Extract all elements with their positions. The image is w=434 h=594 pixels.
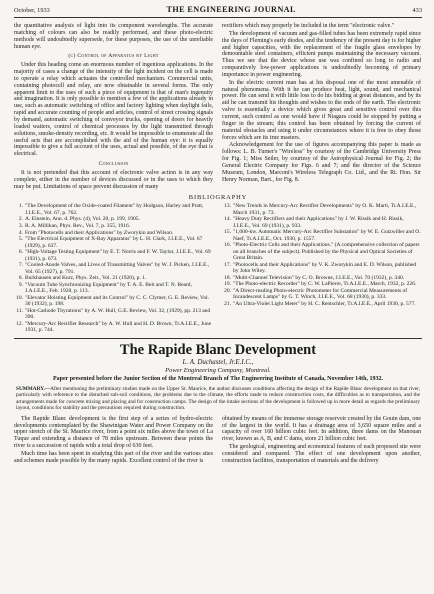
bibliography-right-column xyxy=(222,203,421,333)
bibliography-number: 5. xyxy=(18,236,23,243)
summary-text: After mentioning the preliminary studies made on the Upper St. Maurice, the author discusses conditions affecting the design of the Rapide Blanc development on that river, particularly with reference to the disturbed sub-soil conditions, the problems due to the climate, the efforts made to reduce construction costs, the difficulties as to transportation, and the arrangements made for concrete mixing and placing and for construction camps. The design of the intake sections of the development is followed up in more detail as regards the preliminary layout, conditions for stability and the precautions required during construction. xyxy=(16,386,420,411)
bibliography-text: "Mercury-Arc Rectifier Research" by A. W. Hull and H. D. Brown, Tr.A.I.E.E., June 1931, p. 744. xyxy=(25,320,212,334)
bibliography-number: 8. xyxy=(18,275,23,282)
article-title: The Rapide Blanc Development xyxy=(119,341,317,358)
bibliography-number: 3. xyxy=(18,223,23,230)
bibliography-text: "Heavy Duty Rectifiers and their Applications" by J. W. Rissik and H. Rissik, J.I.E.E., Vol. 69 (1931), p. 933. xyxy=(233,216,404,229)
paragraph: rectifiers which may properly be included in the term "electronic valve." xyxy=(222,23,395,29)
bibliography-number: 16. xyxy=(224,242,231,249)
paragraph: obtained by means of the immense storage reservoir created by the Gouin dam, one of the largest in the world. It has a drainage area of 3,650 square miles and a capacity of over 160 billion cubic feet. In addition, three dams on the Manouan river, known as A, B, and C dams, store 21 billion cubic feet. xyxy=(222,415,421,443)
header-date: October, 1933 xyxy=(14,7,50,14)
upper-columns xyxy=(14,23,422,191)
bibliography-entry xyxy=(222,203,421,216)
bibliography-entry xyxy=(222,281,421,287)
bibliography-text: From "Photocells and their Applications" by Zworykin and Wilson. xyxy=(25,229,174,236)
bibliography-entry xyxy=(222,229,421,242)
page-number: 433 xyxy=(412,7,422,14)
page-header xyxy=(14,6,422,18)
bibliography-text: "A Direct-reading Photo-electric Photometer for Commercial Measurements of Incandescent Lamps" by G. T. Winch, J.I.E.E., Vol. 68 (1930), p. 333. xyxy=(233,287,408,301)
paragraph: Under this heading come an enormous number of ingenious applications. In the majority of cases a change of the intensity of the light incident on the cell is made to operate a relay which actuates the controlled mechanism. Commercial units, containing photocell and relay, are now obtainable in several forms. The only apparent limit to the uses of such a piece of equipment is that of man's ingenuity and imagination. It is only possible to mention a few of the applications already in use, such as automatic switching of office and factory lighting when daylight fails, rapid and accurate counting of people and articles, control of street crossing signals by demand, automatic switching of conveyor trucks, opening of doors for heavily loaded waiters, control of chemical processes by the light transmitted through solutions, smoke-density recording, etc. It would be impossible to enumerate all the useful acts that are accomplished with the aid of the human eye: it is equally impossible to give a full account of the uses, actual and possible, of the eye that is electrical. xyxy=(14,62,213,158)
bibliography-entry xyxy=(14,236,213,249)
divider xyxy=(14,338,422,339)
bibliography-left-column xyxy=(14,203,213,333)
paragraph: In the electric current man has at his disposal one of the most amenable of natural phenomena. With it he can produce heat, light, sound, and mechanical power. He can send it with little loss to do his bidding at great distances, and by its aid he can transmit his thoughts and wishes to the ends of the earth. The electronic valve is essentially a device which gives great and sensitive control over this current, such control as one would have if Niagara could be stopped by putting a finger in the stream; this control has been obtained by forcing the current of material obstacles and using it under circumstances where it is free to obey those forces which are its true masters. xyxy=(222,79,421,141)
bibliography-text: "The Electrical Equipment of X-Ray Apparatus" by L. H. Clark, J.I.E.E., Vol. 67 (1929), p. 637. xyxy=(25,236,203,249)
bibliography-number: 14. xyxy=(224,216,231,223)
upper-left-column xyxy=(14,23,213,191)
bibliography-number: 7. xyxy=(18,262,23,269)
bibliography-number: 4. xyxy=(18,229,23,236)
bibliography-number: 1. xyxy=(18,203,23,210)
bibliography-text: "Photo-Electric Cells and their Applications." (A comprehensive collection of papers on all branches of the subject). Published by the Physical and Optical Societies of Great Britain. xyxy=(233,242,420,262)
bibliography-text: "Elevator Hoisting Equipment and its Control" by C. C. Clymer, G. E. Review, Vol. 30 (1932), p. 198. xyxy=(25,294,209,308)
bibliography-entry xyxy=(14,295,213,308)
bibliography-number: 9. xyxy=(18,281,23,288)
bibliography-text: "New Trends in Mercury-Arc Rectifier Developments" by O. K. Marti, Tr.A.I.E.E., March 1931, p. 73. xyxy=(233,203,417,216)
bibliography-text: "The Development of the Oxide-coated Filament" by Hodgson, Harley and Pratt, J.I.E.E., Vol. 67, p. 762. xyxy=(25,203,204,216)
article-right-column xyxy=(222,416,421,466)
section-heading: (c) Control of Apparatus by Light xyxy=(68,53,159,60)
paragraph: Much time has been spent in studying this part of the river and the various sites and schemes made possible by the many rapids. Excellent control of the river is xyxy=(14,450,213,464)
bibliography-number: 20. xyxy=(224,287,231,294)
bibliography-text: "High-Voltage Testing Equipment" by E. T. Norris and F. W. Taylor, J.I.E.E., Vol. 69 (1931), p. 673. xyxy=(25,249,211,262)
bibliography-text: "1,000-kw. Automatic Mercury-Arc Rectifier Substation" by W. E. Gutzwiller and O. Naef, Tr.A.I.E.E., Oct. 1930, p. 1557. xyxy=(233,229,421,242)
bibliography-text: "An Ultra-Violet Light Meter" by H. C. Rentschler, Tr.A.I.E.E., April 1930, p. 577. xyxy=(233,300,416,307)
bibliography-text: "Vacuum Tube Synchronizing Equipment" by T. A. E. Belt and T. N. Beard, J.A.I.E.E., Feb. 1928, p. 113. xyxy=(25,281,192,295)
bibliography-entry xyxy=(222,216,421,229)
bibliography-entry xyxy=(14,249,213,262)
bibliography-entry xyxy=(14,203,213,216)
bibliography-number: 19. xyxy=(224,281,231,288)
paragraph: the quantitative analysis of light into its component wavelengths. The accurate matching of colours can also be readily performed, and these photo-electric methods will undoubtedly supersede, for these purposes, the use of the unreliable human eye. xyxy=(14,23,213,50)
bibliography-number: 12. xyxy=(16,320,23,327)
conclusion-heading: Conclusion xyxy=(98,161,129,168)
bibliography-number: 10. xyxy=(16,294,23,301)
bibliography xyxy=(14,203,422,333)
bibliography-title: BIBLIOGRAPHY xyxy=(188,194,248,202)
bibliography-number: 21. xyxy=(224,300,231,307)
bibliography-entry xyxy=(14,275,213,281)
bibliography-number: 17. xyxy=(224,261,231,268)
bibliography-entry xyxy=(14,282,213,295)
summary-lead: SUMMARY.— xyxy=(16,386,51,393)
bibliography-entry xyxy=(222,242,421,261)
bibliography-entry xyxy=(14,216,213,222)
bibliography-text: R. A. Millikan, Phys. Rev., Vol. 7, p. 355, 1916. xyxy=(25,223,131,230)
bibliography-text: "Hot-Cathode Thyratrons" by A. W. Hull, G.E. Review, Vol. 32, (1929), pp. 213 and 390. xyxy=(25,307,211,321)
paragraph: The geological, engineering and economical features of each proposed site were considered and compared. The effect of one development upon another, construction facilities, transportation of materials and the delivery xyxy=(222,444,421,464)
bibliography-number: 18. xyxy=(224,274,231,281)
presentation-note: Paper presented before the Junior Section of the Montreal Branch of The Engineering Institute of Canada, November 14th, 1932. xyxy=(52,376,384,383)
article-author: L. A. Duchastel, Jr.E.I.C., xyxy=(182,358,254,366)
bibliography-entry xyxy=(14,308,213,321)
bibliography-number: 15. xyxy=(224,229,231,236)
bibliography-entry xyxy=(14,262,213,275)
upper-right-column xyxy=(222,23,421,191)
bibliography-number: 2. xyxy=(18,216,23,223)
bibliography-entry xyxy=(222,301,421,307)
bibliography-entry xyxy=(222,262,421,275)
journal-title: THE ENGINEERING JOURNAL xyxy=(166,5,296,14)
article-columns xyxy=(14,416,422,466)
paragraph: Acknowledgement for the use of figures accompanying this paper is made as follows: L. B. Turner's "Wireless" by courtesy of the Cambridge University Press for Fig. 1; Miss Seiler, by courtesy of the Astrophysical Journal for Fig. 2; the General Electric Company for Figs. 6 and 7; and the director of the Science Museum, London, Marconi's Wireless Telegraph Co. Ltd., and the Rt. Hon. Sir Henry Norman, Bart., for Fig. 8. xyxy=(222,142,421,183)
paragraph: The development of vacuum and gas-filled tubes has been extremely rapid since the days of Fleming's early diodes, and the tendency of the present day is for higher and higher capacities, with the replacement of the fragile glass envelopes by demountable steel containers, efficient pumps maintaining the necessary vacuum. Thus we see that the device whose use was confined so long to radio and comparatively low-power applications is undoubtedly becoming of primary importance in power engineering. xyxy=(222,30,421,78)
bibliography-entry xyxy=(14,321,213,334)
article-left-column xyxy=(14,416,213,466)
bibliography-text: "The Photo-electric Recorder" by C. W. LaPierre, Tr.A.I.E.E., March, 1932, p. 226. xyxy=(233,281,417,288)
bibliography-number: 11. xyxy=(16,307,23,314)
bibliography-number: 13. xyxy=(224,203,231,210)
bibliography-text: Burkhausen and Kurz, Phys. Zeit., Vol. 21 (1920), p. 1. xyxy=(25,275,147,282)
article-summary xyxy=(16,386,420,410)
bibliography-number: 6. xyxy=(18,249,23,256)
bibliography-text: "Multi-Channel Television" by C. O. Browne, J.I.E.E., Vol. 70 (1932), p. 340. xyxy=(233,274,405,281)
bibliography-text: "Cooled-Anode Valves, and Lives of Transmitting Valves" by W. J. Picken, J.I.E.E., Vol. 65 (1927), p. 791. xyxy=(25,262,210,275)
bibliography-text: A. Einstein, Ann. d. Phys. (4), Vol. 20, p. 199, 1905. xyxy=(25,216,140,223)
paragraph: The Rapide Blanc development is the first step of a series of hydro-electric developments contemplated by the Shawinigan Water and Power Company on the upper stretch of the St. Maurice river, from a point six miles above the town of La Tuque and extending a distance of 78 miles upstream. Between these points the river is a succession of rapids with a total drop of 630 feet. xyxy=(14,415,213,450)
bibliography-text: "Photocells and their Applications" by V. K. Zworykin and E. D. Wilson, published by John Wiley. xyxy=(233,261,417,275)
bibliography-entry xyxy=(14,223,213,229)
bibliography-entry xyxy=(222,275,421,281)
paragraph: It is not pretended that this account of electronic valve action is in any way complete, either in the number of devices discussed or in the uses to which they may be put. Limitations of space prevent discussion of many xyxy=(14,169,213,190)
article-affiliation: Power Engineering Company, Montreal. xyxy=(165,366,271,374)
bibliography-entry xyxy=(222,288,421,301)
